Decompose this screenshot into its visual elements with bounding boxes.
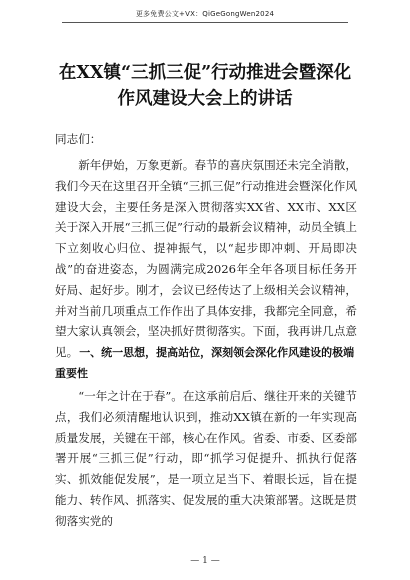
header-divider (62, 22, 348, 23)
header-note: 更多免费公文+VX：QiGeGongWen2024 (135, 10, 275, 18)
paragraph-1: 新年伊始，万象更新。春节的喜庆氛围还未完全消散，我们今天在这里召开全镇“三抓三促”行动推进会暨深化作风建设大会，主要任务是深入贯彻落实XX省、XX市、XX区关于深入开展“三抓三促”行动的最新会议精神，动员全镇上下立刻收心归位、提神振气，以“起步即冲刺、开局即决战”的奋进姿态，为圆满完成2026年全年各项目标任务开好局、起好步。刚才，会议已经传达了上级相关会议精神，并对当前几项重点工作作出了具体安排，我都完全同意，希望大家认真领会，坚决抓好贯彻落实。下面，我再讲几点意见。 (55, 158, 357, 360)
section-1-heading: 一、统一思想，提高站位，深刻领会深化作风建设的极端重要性 (55, 346, 355, 380)
title-line-2: 作风建设大会上的讲话 (117, 89, 293, 109)
paragraph-2: “一年之计在于春”。在这承前启后、继往开来的关键节点，我们必须清醒地认识到，推动XX镇在新的一年实现高质量发展，关键在干部，核心在作风。省委、市委、区委部署开展“三抓三促”行动，即“抓学习促提升、抓执行促落实、抓效能促发展”，是一项立足当下、着眼长远，旨在提能力、转作风、抓落实、促发展的重大决策部署。这既是贯彻落实党的 (55, 389, 357, 528)
document-title (40, 60, 370, 112)
salutation: 同志们： (55, 132, 102, 146)
title-line-1: 在XX镇“三抓三促”行动推进会暨深化 (58, 63, 352, 83)
page-number: — 1 — (190, 556, 220, 566)
